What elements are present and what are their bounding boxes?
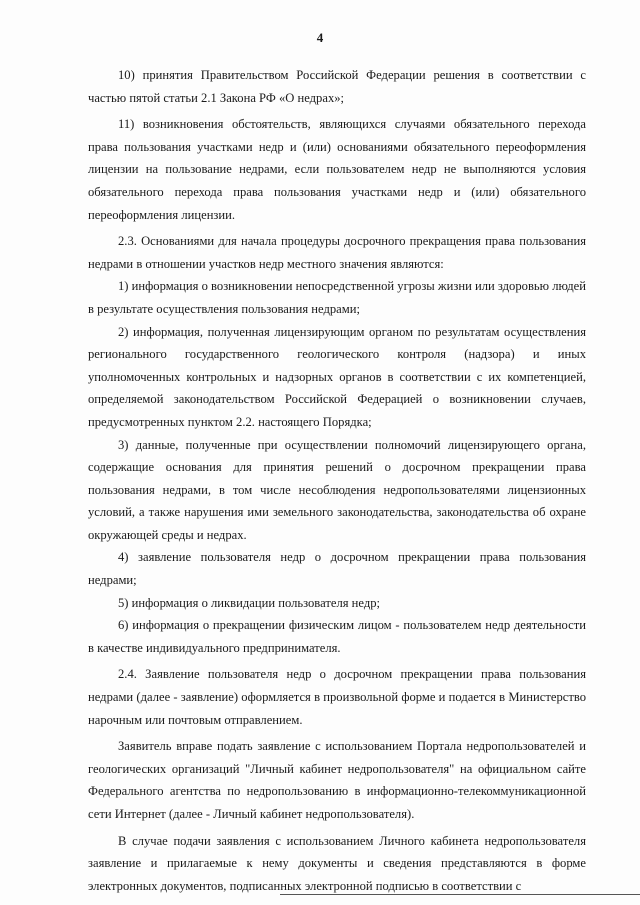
page-number: 4: [316, 30, 324, 45]
paragraph-electronic-submission: В случае подачи заявления с использованием Личного кабинета недропользователя заявление и прилагаемые к нему документы и сведения представляются в форме электронных документов, подписанных электронной подписью в соответствии с: [88, 833, 586, 893]
paragraph-section-2-3: 2.3. Основаниями для начала процедуры досрочного прекращения права пользования недрами в отношении участков недр местного значения являются:: [88, 234, 586, 271]
paragraph-item-2: 2) информация, полученная лицензирующим органом по результатам осуществления регионального государственного геологического контроля (надзора) и иных уполномоченных контрольных и надзорных органов в соответствии с их компетенцией, определяемой законодательством Российской Федерацией о возникновении случаев, предусмотренных пунктом 2.2. настоящего Порядка;: [88, 324, 586, 429]
bottom-divider: [280, 894, 640, 895]
paragraph-item-5: 5) информация о ликвидации пользователя недр;: [118, 595, 381, 610]
paragraph-item-1: 1) информация о возникновении непосредственной угрозы жизни или здоровью людей в результате осуществления пользования недрами;: [88, 279, 586, 316]
paragraph-applicant-portal: Заявитель вправе подать заявление с использованием Портала недропользователей и геологических организаций "Личный кабинет недропользователя" на официальном сайте Федерального агентства по недропользованию в информационно-телекоммуникационной сети Интернет (далее - Личный кабинет недропользователя).: [88, 739, 586, 821]
paragraph-item-6: 6) информация о прекращении физическим лицом - пользователем недр деятельности в качестве индивидуального предпринимателя.: [88, 618, 586, 655]
document-body: [88, 64, 586, 897]
paragraph-item-10: 10) принятия Правительством Российской Федерации решения в соответствии с частью пятой статьи 2.1 Закона РФ «О недрах»;: [88, 68, 586, 105]
paragraph-section-2-4: 2.4. Заявление пользователя недр о досрочном прекращении права пользования недрами (далее - заявление) оформляется в произвольной форме и подается в Министерство нарочным или почтовым отправлением.: [88, 667, 586, 727]
paragraph-item-4: 4) заявление пользователя недр о досрочном прекращении права пользования недрами;: [88, 550, 586, 588]
paragraph-item-3: 3) данные, полученные при осуществлении полномочий лицензирующего органа, содержащие основания для принятия решений о досрочном прекращении права пользования недрами, в том числе несоблюдения недропользователями лицензионных условий, а также нарушения ими земельного законодательства, законодательства об охране окружающей среды и недрах.: [88, 437, 586, 542]
paragraph-item-11: 11) возникновения обстоятельств, являющихся случаями обязательного перехода права пользования участками недр и (или) основаниями обязательного переоформления лицензии на пользование недрами, если пользователем недр не выполняются условия обязательного перехода права пользования участками недр и (или) обязательного переоформления лицензии.: [88, 117, 586, 222]
